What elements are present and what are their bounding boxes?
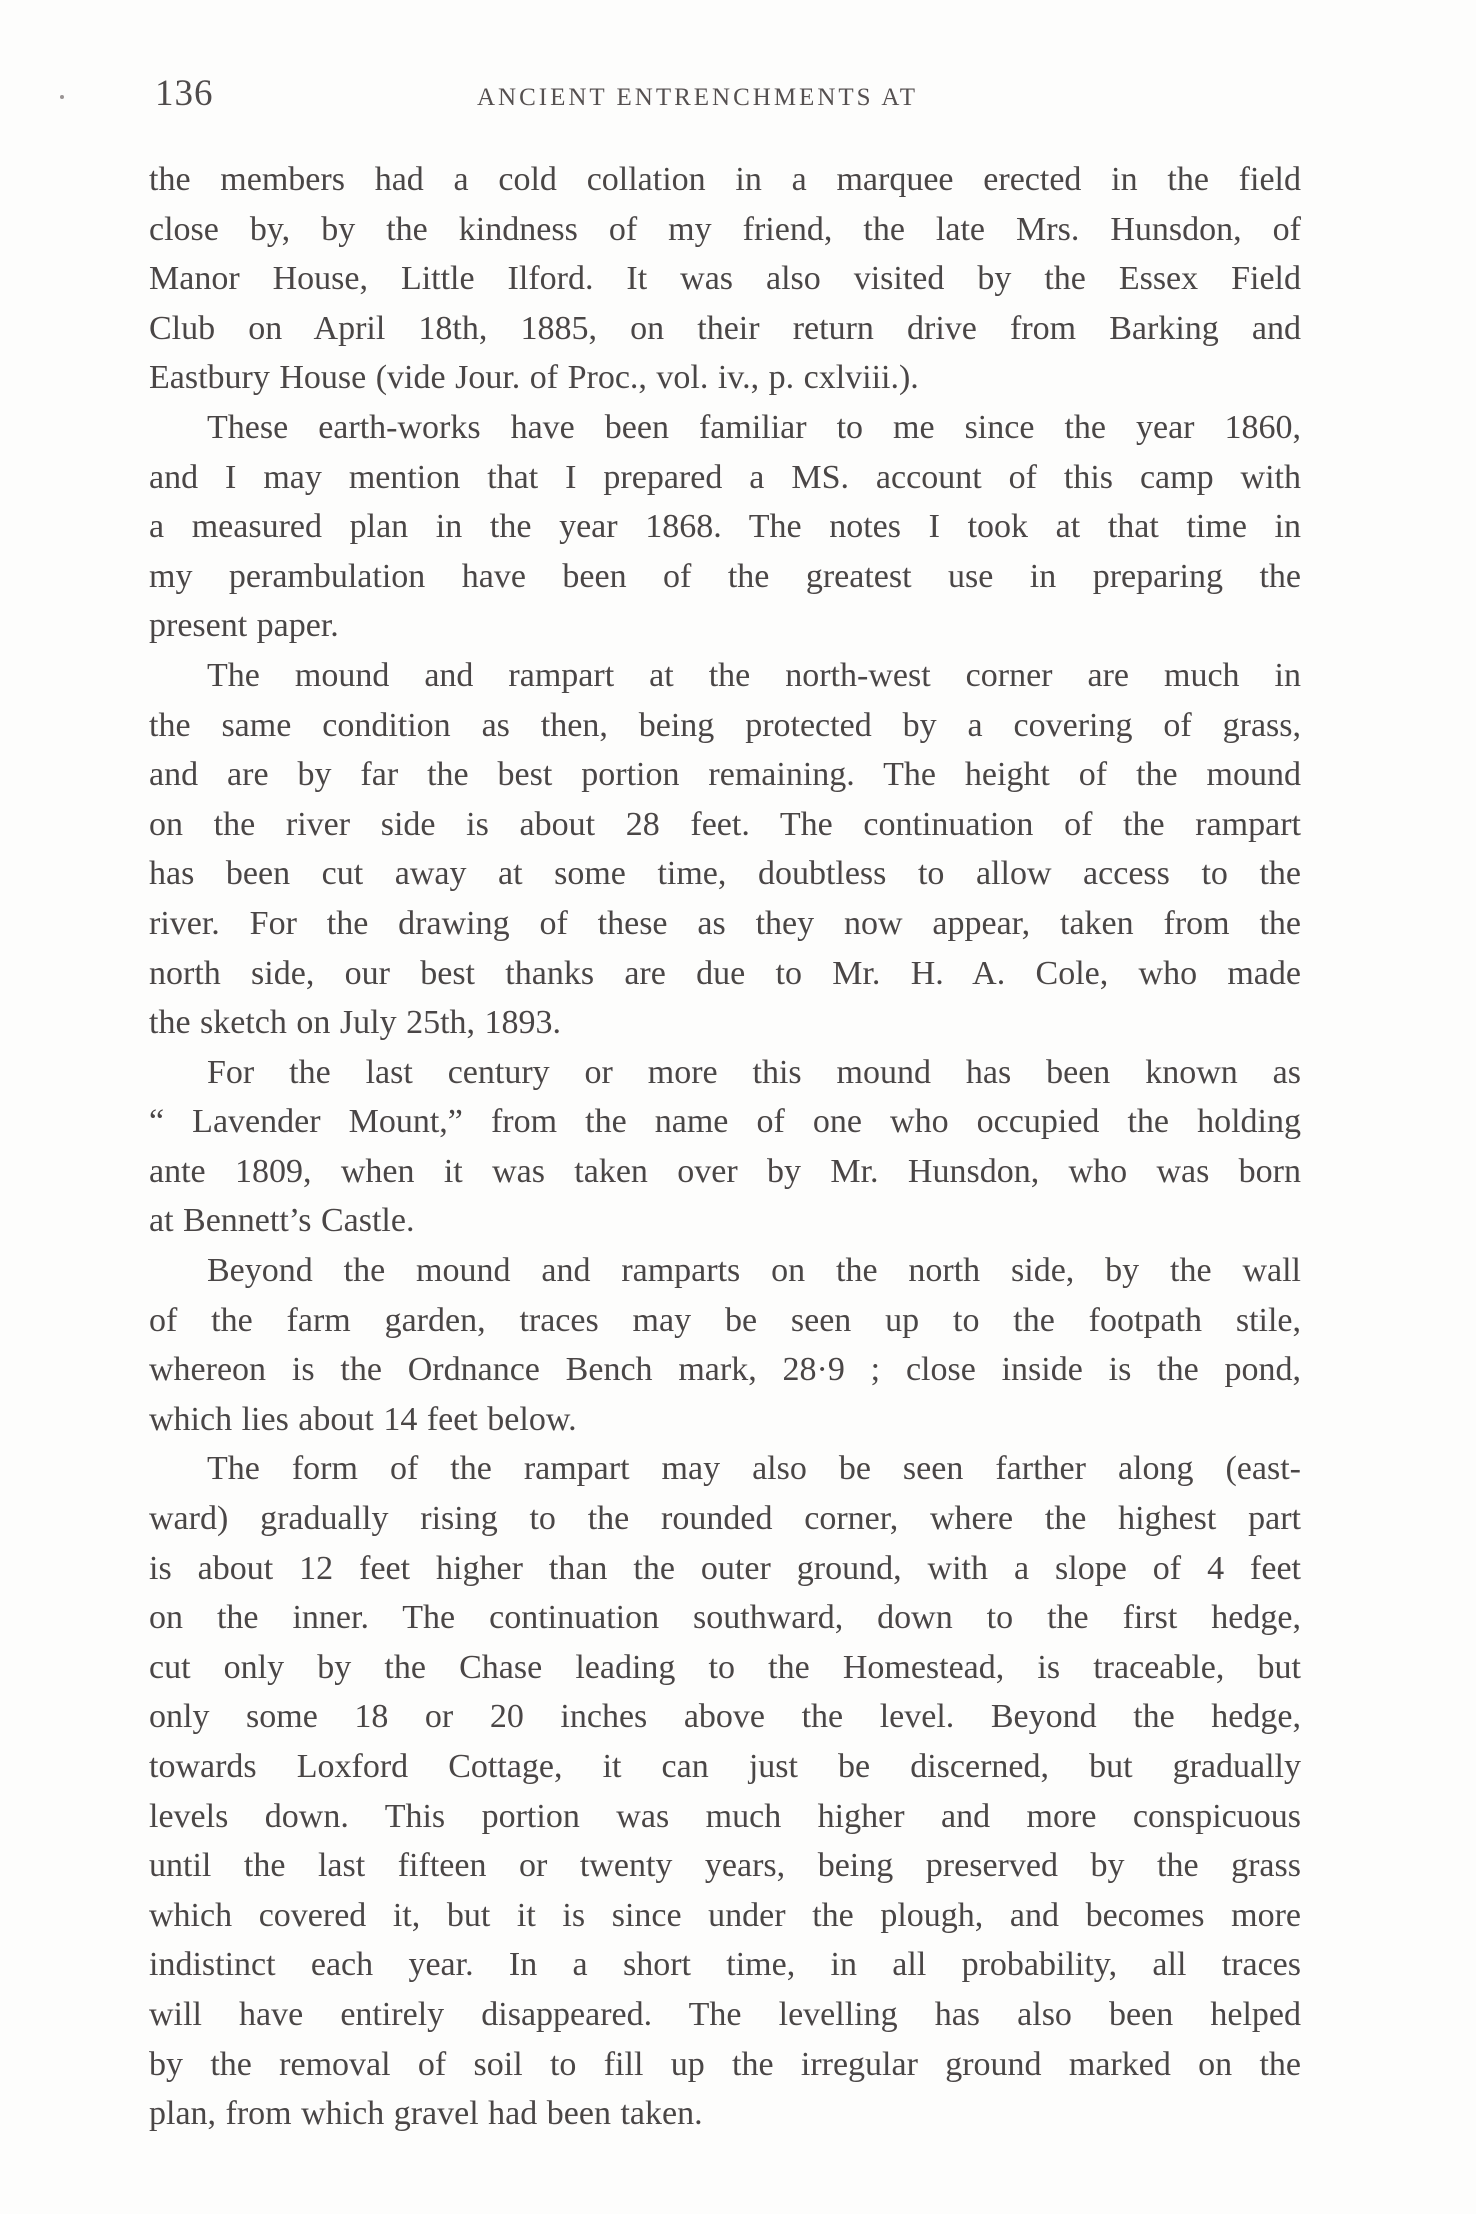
text-line: a measured plan in the year 1868. The notes I took at that time in: [149, 508, 1301, 546]
text-line: is about 12 feet higher than the outer ground, with a slope of 4 feet: [149, 1549, 1301, 1587]
page-header: [155, 72, 1305, 122]
text-line: my perambulation have been of the greatest use in preparing the: [149, 557, 1301, 595]
text-line: has been cut away at some time, doubtless to allow access to the: [149, 855, 1301, 893]
text-line: For the last century or more this mound has been known as: [207, 1053, 1301, 1091]
text-line: the members had a cold collation in a marquee erected in the field: [149, 161, 1301, 198]
paragraph-1: [149, 155, 1301, 403]
text-line: Beyond the mound and ramparts on the north side, by the wall: [207, 1252, 1301, 1290]
text-line: by the removal of soil to fill up the irregular ground marked on the: [149, 2045, 1301, 2083]
text-line: on the river side is about 28 feet. The continuation of the rampart: [149, 805, 1301, 843]
text-line: the same condition as then, being protected by a covering of grass,: [149, 706, 1301, 744]
text-line: river. For the drawing of these as they now appear, taken from the: [149, 904, 1301, 942]
text-line: cut only by the Chase leading to the Homestead, is traceable, but: [149, 1648, 1301, 1686]
paragraph-2: [149, 403, 1301, 651]
text-line: The mound and rampart at the north-west corner are much in: [207, 656, 1301, 694]
text-line: “ Lavender Mount,” from the name of one who occupied the holding: [149, 1103, 1301, 1141]
text-line: which covered it, but it is since under the plough, and becomes more: [149, 1896, 1301, 1934]
text-line: towards Loxford Cottage, it can just be discerned, but gradually: [149, 1748, 1301, 1785]
text-line: Manor House, Little Ilford. It was also visited by the Essex Field: [149, 260, 1301, 298]
text-line: Club on April 18th, 1885, on their return drive from Barking and: [149, 309, 1301, 347]
text-line: present paper.: [149, 607, 339, 645]
text-line: levels down. This portion was much higher and more conspicuous: [149, 1797, 1301, 1835]
text-line: ward) gradually rising to the rounded corner, where the highest part: [149, 1500, 1301, 1538]
text-line: These earth-works have been familiar to me since the year 1860,: [207, 408, 1301, 446]
text-line: and I may mention that I prepared a MS. account of this camp with: [149, 458, 1301, 496]
text-line: Eastbury House (vide Jour. of Proc., vol. iv., p. cxlviii.).: [149, 359, 919, 397]
text-line: which lies about 14 feet below.: [149, 1400, 577, 1438]
text-line: plan, from which gravel had been taken.: [149, 2095, 703, 2133]
text-line: whereon is the Ordnance Bench mark, 28·9 ; close inside is the pond,: [149, 1351, 1301, 1389]
paragraph-4: [149, 1048, 1301, 1246]
paragraph-5: [149, 1246, 1301, 1444]
text-line: north side, our best thanks are due to Mr. H. A. Cole, who made: [149, 954, 1301, 992]
text-line: and are by far the best portion remaining. The height of the mound: [149, 756, 1301, 794]
running-title: ANCIENT ENTRENCHMENTS AT: [477, 84, 918, 111]
text-line: The form of the rampart may also be seen farther along (east-: [207, 1450, 1301, 1488]
body-text: [149, 155, 1301, 2139]
text-line: only some 18 or 20 inches above the level. Beyond the hedge,: [149, 1698, 1301, 1736]
page-number: 136: [155, 73, 214, 114]
paragraph-3: [149, 651, 1301, 1048]
text-line: indistinct each year. In a short time, in all probability, all traces: [149, 1946, 1301, 1984]
text-line: on the inner. The continuation southward, down to the first hedge,: [149, 1599, 1301, 1637]
text-line: the sketch on July 25th, 1893.: [149, 1004, 562, 1042]
text-line: until the last fifteen or twenty years, being preserved by the grass: [149, 1847, 1301, 1885]
text-line: close by, by the kindness of my friend, the late Mrs. Hunsdon, of: [149, 210, 1301, 248]
text-line: will have entirely disappeared. The levelling has also been helped: [149, 1995, 1301, 2033]
paragraph-6: [149, 1444, 1301, 2138]
text-line: of the farm garden, traces may be seen up to the footpath stile,: [149, 1301, 1301, 1339]
text-line: ante 1809, when it was taken over by Mr. Hunsdon, who was born: [149, 1152, 1301, 1190]
text-line: at Bennett’s Castle.: [149, 1202, 415, 1240]
page-speck: [60, 95, 64, 99]
